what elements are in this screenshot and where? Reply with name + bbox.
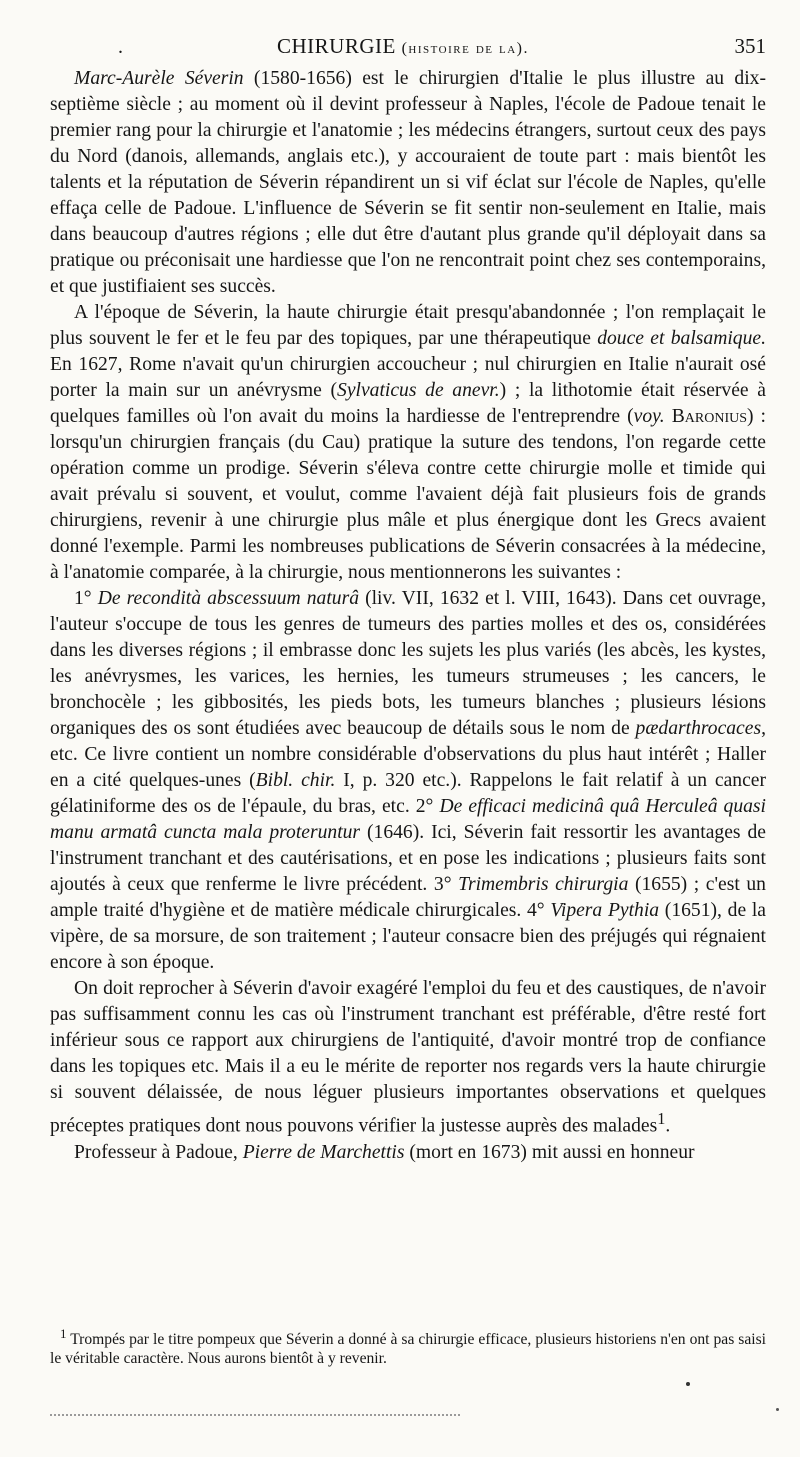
bottom-rule bbox=[50, 1414, 460, 1416]
paragraph-haute-chirurgie bbox=[50, 300, 766, 586]
paragraph-text: 1° bbox=[74, 588, 98, 609]
footnote-ref[interactable]: 1 bbox=[657, 1109, 666, 1128]
term-paedarthrocaces: pædarthrocaces bbox=[635, 718, 762, 739]
paragraph-text: Professeur à Padoue, bbox=[74, 1141, 243, 1163]
paragraph-text: I, p. 320 etc.). Rappelons le fait relatif à un cancer gélatiniforme des os de l'épaule, du bras, etc. 2° bbox=[50, 770, 766, 817]
running-header bbox=[40, 34, 766, 60]
paragraph-text: (1580-1656) est le chirurgien d'Italie le plus illustre au dix-septième siècle ; au moment où il devint professeur à Naples, l'école de Padoue tenait le premier rang pour la chirurgie et l'anatomie ; les médecins étrangers, surtout ceux des pays du Nord (danois, allemands, anglais etc.), y accouraient de toute part : mais bientôt les talents et la réputation de Séverin répandirent un si vif éclat sur l'école de Naples, qu'elle effaça celle de Padoue. L'influence de Séverin se fit sentir non-seulement en Italie, mais dans beaucoup d'autres régions ; elle dut être d'autant plus grande qu'il déployait dans sa pratique ou préconisait une hardiesse que l'on ne rencontrait point chez ses contemporains, et que justifiaient ses succès. bbox=[50, 68, 766, 297]
citation-bibl-chir: Bibl. chir. bbox=[255, 770, 336, 791]
work-title-recondita: De recondità abscessuum naturâ bbox=[97, 588, 360, 609]
page-title bbox=[40, 34, 766, 59]
paragraph-text: (1655) ; c'est un ample traité d'hygiène et de matière médicale chirurgicales. 4° bbox=[50, 874, 766, 921]
paragraph-text: (1651), de la vipère, de sa morsure, de son traitement ; l'auteur consacre bien des préjugés qui régnaient encore à son époque. bbox=[50, 900, 767, 973]
ink-speck bbox=[776, 1408, 779, 1411]
citation-baronius: Baronius bbox=[671, 406, 747, 427]
paragraph-end: . bbox=[665, 1115, 671, 1137]
footnote-text: Trompés par le titre pompeux que Séverin a donné à sa chirurgie efficace, plusieurs historiens n'en ont pas saisi le véritable caractère. Nous aurons bientôt à y revenir. bbox=[50, 1331, 766, 1368]
title-sub: (histoire de la). bbox=[401, 40, 529, 57]
page-number: 351 bbox=[734, 34, 766, 58]
main-text bbox=[50, 66, 766, 1166]
paragraph-text: , etc. Ce livre contient un nombre considérable d'observations du plus haut intérêt ; Haller en a cité quelques-unes ( bbox=[50, 718, 766, 791]
italic-phrase: douce et balsamique. bbox=[597, 328, 766, 349]
paragraph-text: (mort en 1673) mit aussi en honneur bbox=[404, 1141, 695, 1163]
paragraph-text: On doit reprocher à Séverin d'avoir exagéré l'emploi du feu et des caustiques, de n'avoir pas suffisamment connu les cas où l'instrument tranchant est préférable, d'être resté fort inférieur sous ce rapport aux chirurgiens de l'antiquité, d'avoir montré trop de confiance dans les topiques etc. Mais il a eu le mérite de reporter nos regards vers la haute chirurgie si souvent délaissée, de nous léguer plusieurs importantes observations et quelques préceptes pratiques dont nous pouvons vérifier la justesse auprès des malades bbox=[50, 978, 766, 1137]
work-title-trimembris: Trimembris chirurgia bbox=[458, 874, 629, 895]
citation-sylvaticus: Sylvaticus de anevr. bbox=[337, 380, 500, 401]
footnote bbox=[50, 1324, 766, 1368]
name-marc-aurele-severin: Marc-Aurèle Séverin bbox=[74, 68, 244, 89]
footnote-text-block bbox=[50, 1324, 766, 1368]
title-main: CHIRURGIE bbox=[277, 34, 396, 58]
paragraph-text: ) ; la lithotomie était réservée à quelques familles où l'on avait du moins la hardiesse de l'entreprendre ( bbox=[50, 380, 766, 427]
paragraph-text: (1646). Ici, Séverin fait ressortir les avantages de l'instrument tranchant et des cautérisations, et en pose les indications ; plusieurs faits sont ajoutés à ceux que renferme le livre précédent. 3° bbox=[50, 822, 766, 895]
name-pierre-de-marchettis: Pierre de Marchettis bbox=[242, 1141, 405, 1163]
paragraph-marchettis bbox=[50, 1140, 766, 1166]
footnote-mark: 1 bbox=[60, 1326, 67, 1341]
header-dot: . bbox=[118, 36, 123, 58]
ink-speck bbox=[686, 1382, 690, 1386]
paragraph-severin bbox=[50, 66, 766, 300]
paragraph-text: ) : lorsqu'un chirurgien français (du Cau) pratique la suture des tendons, l'on regarde cette opération comme un prodige. Séverin s'éleva contre cette chirurgie molle et timide qui avait prévalu si souvent, et voulut, comme l'avaient déjà fait plusieurs fois de grands chirurgiens, revenir à une chirurgie plus mâle et plus énergique dont les Grecs avaient donné l'exemple. Parmi les nombreuses publications de Séverin consacrées à la médecine, à l'anatomie comparée, à la chirurgie, nous mentionnerons les suivantes : bbox=[50, 406, 766, 583]
paragraph-text: (liv. VII, 1632 et l. VIII, 1643). Dans cet ouvrage, l'auteur s'occupe de tous les genres de tumeurs des parties molles et des os, considérées dans les diverses régions ; il embrasse donc les sujets les plus variés (les abcès, les kystes, les anévrysmes, les varices, les hernies, les tumeurs strumeuses ; les cancers, le bronchocèle ; les gibbosités, les pieds bots, les tumeurs blanches ; plusieurs lésions organiques des os sont étudiées avec beaucoup de détails sous le nom de bbox=[50, 588, 766, 739]
italic-voy: voy. bbox=[633, 406, 665, 427]
work-title-efficaci: De efficaci medicinâ quâ Herculeâ quasi manu armatâ cuncta mala proteruntur bbox=[50, 796, 766, 843]
paragraph-text: En 1627, Rome n'avait qu'un chirurgien accoucheur ; nul chirurgien en Italie n'aurait osé porter la main sur un anévrysme ( bbox=[50, 354, 766, 401]
paragraph-reproche bbox=[50, 976, 766, 1140]
paragraph-publications bbox=[50, 586, 766, 976]
work-title-vipera: Vipera Pythia bbox=[550, 900, 660, 921]
paragraph-text: A l'époque de Séverin, la haute chirurgie était presqu'abandonnée ; l'on remplaçait le plus souvent le fer et le feu par des topiques, par une thérapeutique bbox=[50, 302, 766, 349]
